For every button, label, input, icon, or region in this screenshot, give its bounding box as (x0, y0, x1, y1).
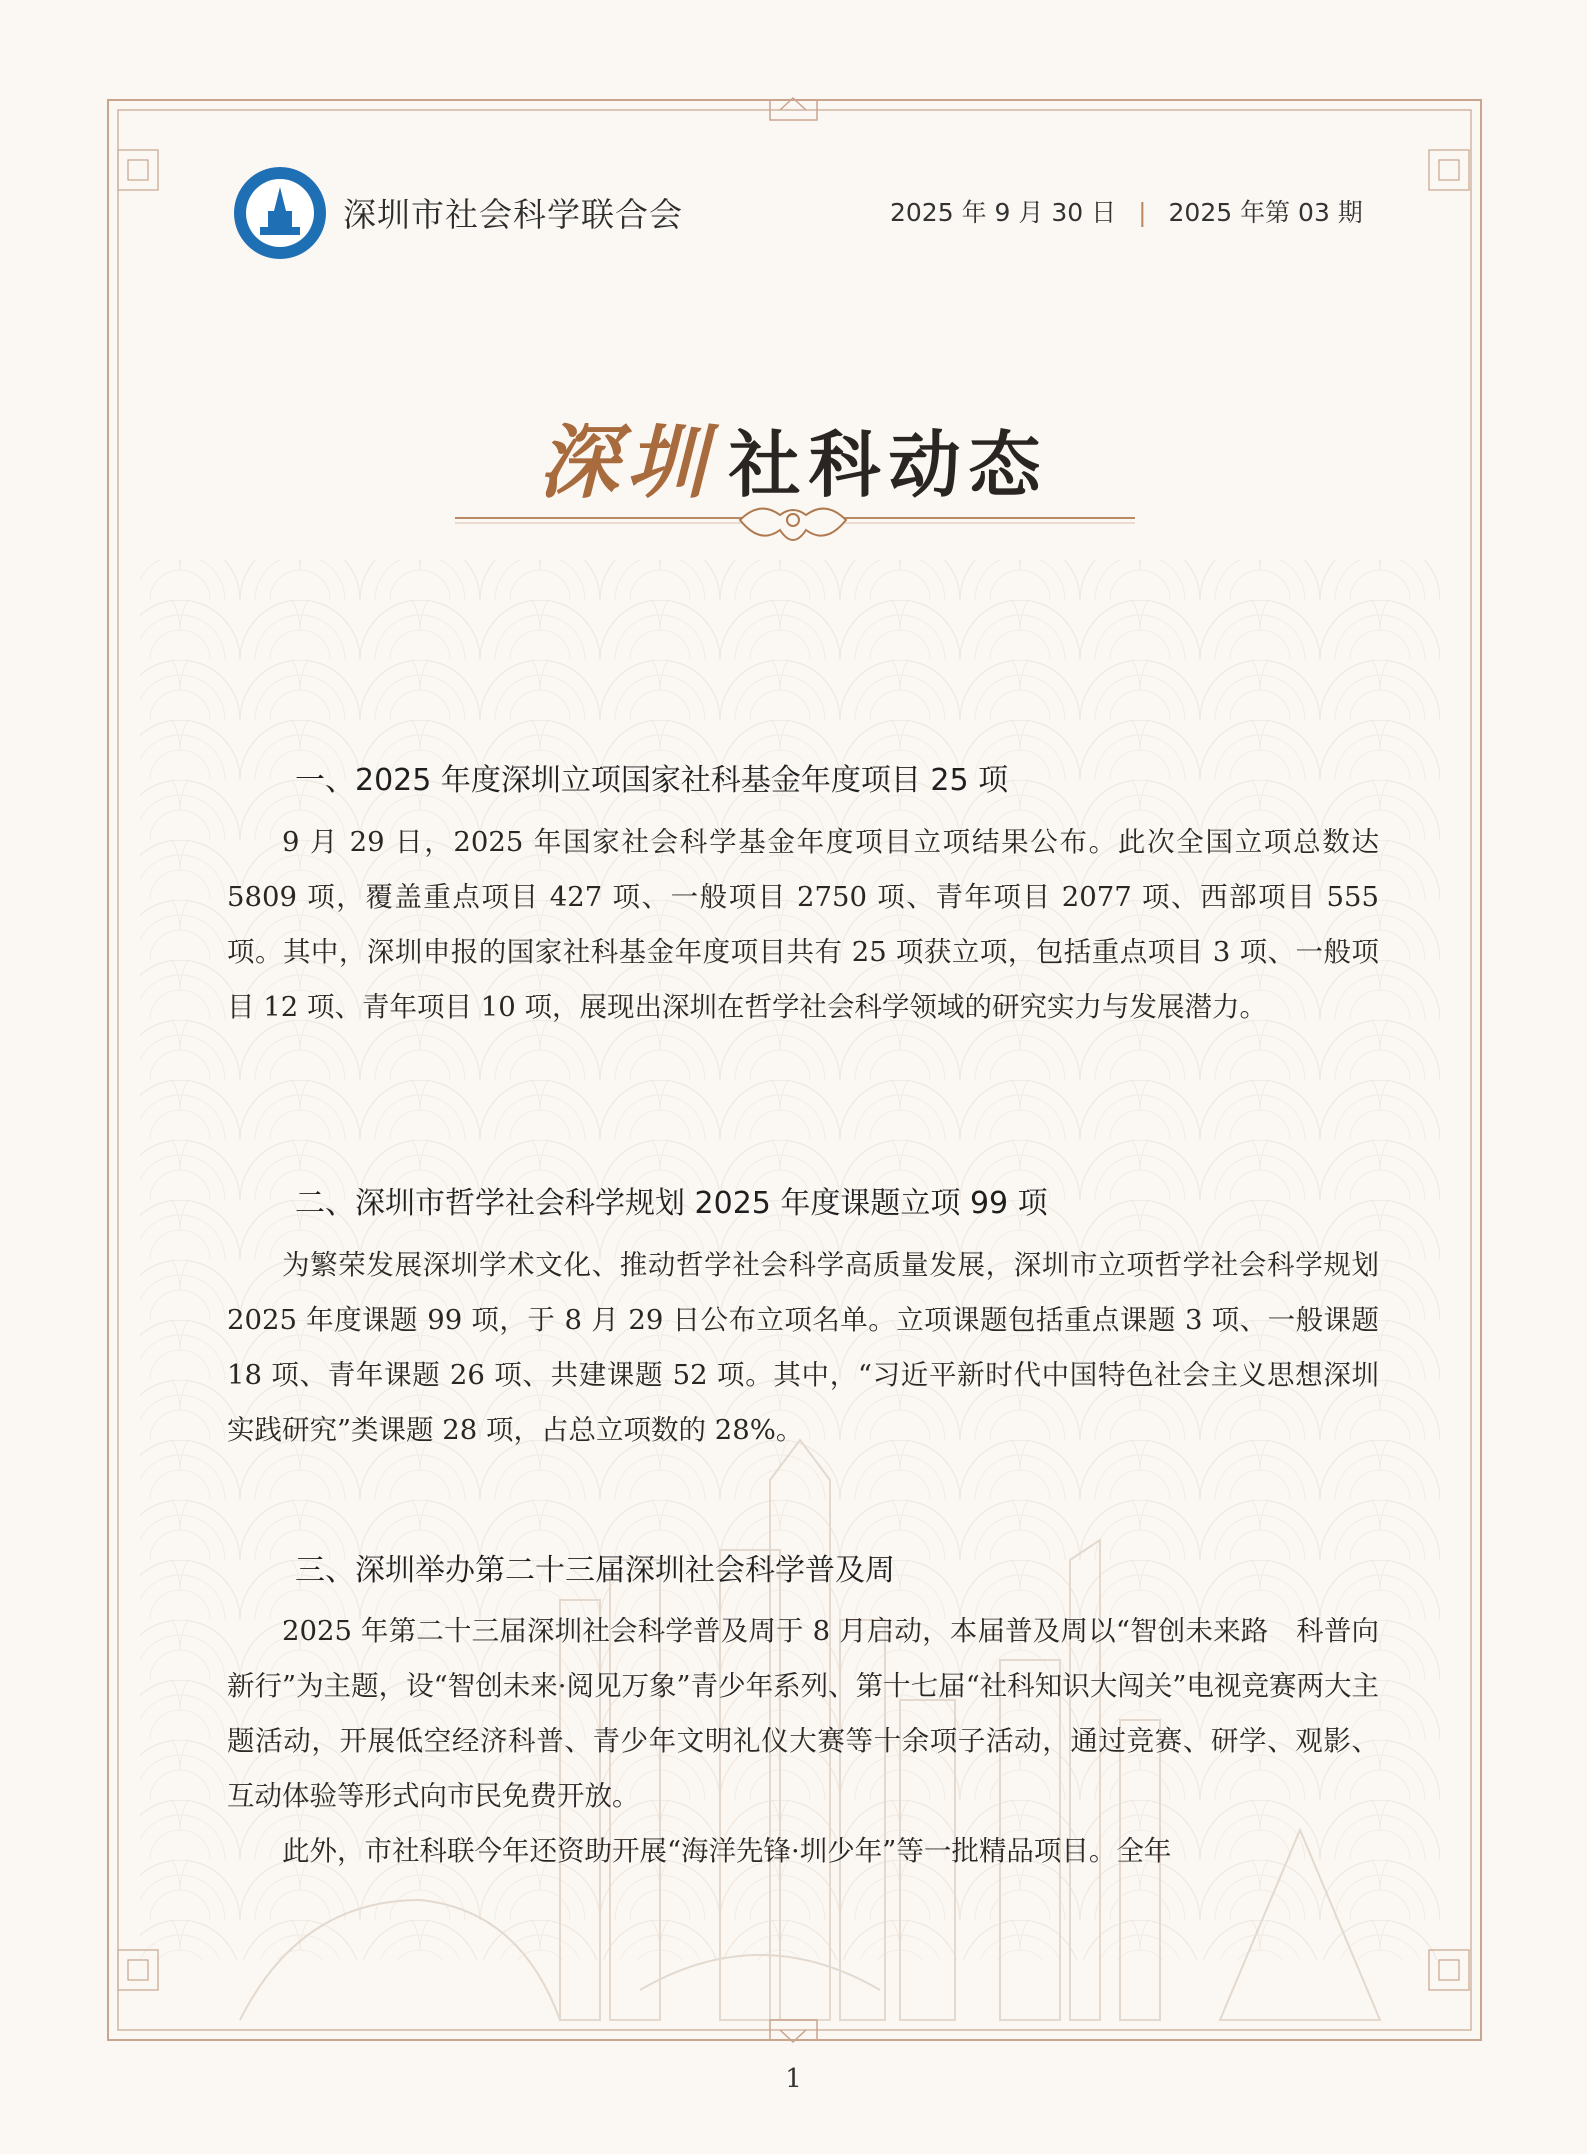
issue-info (890, 193, 1363, 229)
section-1-paragraph-1: 9 月 29 日，2025 年国家社会科学基金年度项目立项结果公布。此次全国立项总数达 5809 项，覆盖重点项目 427 项、一般项目 2750 项、青年项目 2077 项、西部项目 555 项。其中，深圳申报的国家社科基金年度项目共有 25 项获立项，包括重点项目 3 项、一般项目 12 项、青年项目 10 项，展现出深圳在哲学社会科学领域的研究实力与发展潜力。 (227, 826, 1379, 1023)
section-3-title: 三、深圳举办第二十三届深圳社会科学普及周 (295, 1553, 895, 1588)
issue-number: 2025 年第 03 期 (1168, 198, 1363, 227)
section-3-paragraph-1: 2025 年第二十三届深圳社会科学普及周于 8 月启动，本届普及周以“智创未来路 科普向新行”为主题，设“智创未来·阅见万象”青少年系列、第十七届“社科知识大闯关”电视竞赛两大主题活动，开展低空经济科普、青少年文明礼仪大赛等十余项子活动，通过竞赛、研学、观影、互动体验等形式向市民免费开放。 (227, 1615, 1379, 1812)
masthead-title (0, 398, 1587, 513)
masthead-title-part1: 深圳 (538, 415, 715, 509)
masthead-divider (455, 509, 1135, 540)
section-2-title: 二、深圳市哲学社会科学规划 2025 年度课题立项 99 项 (295, 1186, 1048, 1221)
org-name: 深圳市社会科学联合会 (343, 195, 683, 234)
section-2-paragraph-1: 为繁荣发展深圳学术文化、推动哲学社会科学高质量发展，深圳市立项哲学社会科学规划 2025 年度课题 99 项，于 8 月 29 日公布立项名单。立项课题包括重点课题 3 项、一般课题 18 项、青年课题 26 项、共建课题 52 项。其中，“习近平新时代中国特色社会主义思想深圳实践研究”类课题 28 项，占总立项数的 28%。 (227, 1249, 1379, 1446)
section-1-title: 一、2025 年度深圳立项国家社科基金年度项目 25 项 (295, 763, 1009, 798)
issue-date: 2025 年 9 月 30 日 (890, 198, 1117, 227)
org-logo (232, 165, 328, 261)
page-number: 1 (785, 2064, 802, 2094)
masthead-title-part2: 社科动态 (728, 422, 1049, 507)
issue-separator: | (1138, 198, 1147, 227)
section-3-paragraph-2: 此外，市社科联今年还资助开展“海洋先锋·圳少年”等一批精品项目。全年 (282, 1835, 1172, 1867)
